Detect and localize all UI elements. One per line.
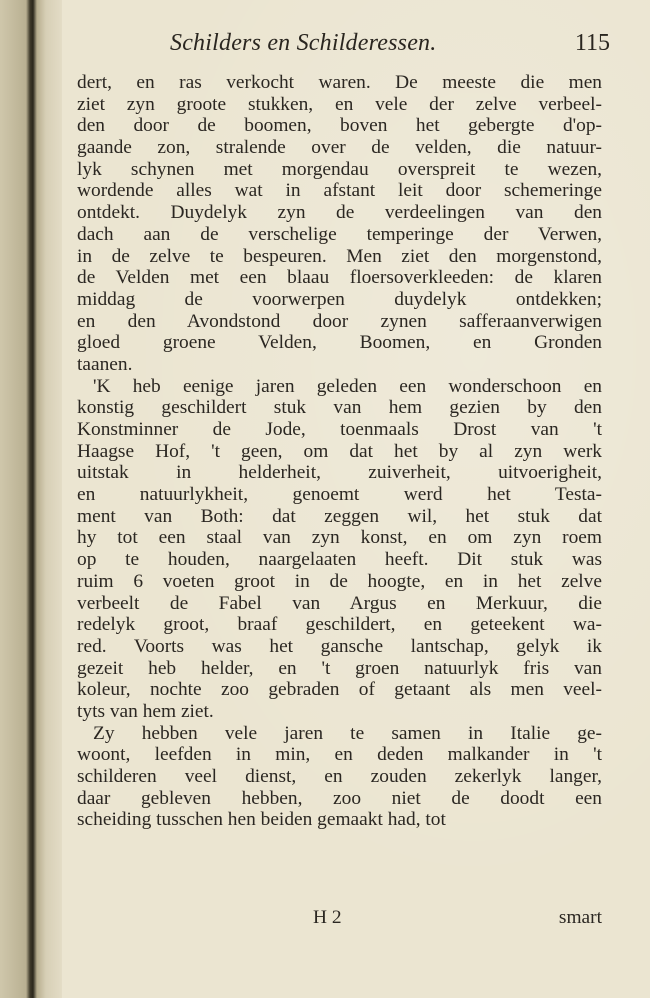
text-line: in de zelve te bespeuren. Men ziet den morgenstond, bbox=[77, 245, 602, 267]
text-line: den door de boomen, boven het gebergte d'op- bbox=[77, 115, 602, 137]
page-header bbox=[170, 30, 610, 66]
text-line: daar gebleven hebben, zoo niet de doodt een bbox=[77, 787, 602, 809]
text-line: gezeit heb helder, en 't groen natuurlyk fris van bbox=[77, 657, 602, 679]
text-line: scheiding tusschen hen beiden gemaakt had, tot bbox=[77, 809, 446, 831]
text-line: 'K heb eenige jaren geleden een wonderschoon en bbox=[93, 375, 602, 397]
body-text bbox=[77, 72, 602, 831]
text-line: en natuurlykheit, genoemt werd het Testa- bbox=[77, 484, 602, 506]
page-footer bbox=[77, 907, 602, 931]
text-line: uitstak in helderheit, zuiverheit, uitvoerigheit, bbox=[77, 462, 602, 484]
text-line: woont, leefden in min, en deden malkander in 't bbox=[77, 744, 602, 766]
text-line: gloed groene Velden, Boomen, en Gronden bbox=[77, 332, 602, 354]
book-page bbox=[62, 0, 650, 998]
text-line: wordende alles wat in afstant leit door schemeringe bbox=[77, 180, 602, 202]
text-line: dach aan de verschelige temperinge der Verwen, bbox=[77, 223, 602, 245]
text-line: Konstminner de Jode, toenmaals Drost van 't bbox=[77, 419, 602, 440]
text-line: taanen. bbox=[77, 353, 133, 375]
text-line: ruim 6 voeten groot in de hoogte, en in het zelve bbox=[77, 570, 602, 592]
book-gutter bbox=[0, 0, 62, 998]
text-line: dert, en ras verkocht waren. De meeste die men bbox=[77, 72, 602, 93]
text-line: lyk schynen met morgendau overspreit te wezen, bbox=[77, 158, 602, 180]
text-line: middag de voorwerpen duydelyk ontdekken; bbox=[77, 288, 602, 310]
catchword: smart bbox=[558, 907, 602, 928]
text-line: ziet zyn groote stukken, en vele der zelve verbeel- bbox=[77, 93, 602, 115]
text-line: Haagse Hof, 't geen, om dat het by al zyn werk bbox=[77, 440, 602, 462]
text-line: redelyk groot, braaf geschildert, en geteekent wa- bbox=[77, 614, 602, 636]
text-line: op te houden, naargelaaten heeft. Dit stuk was bbox=[77, 549, 602, 571]
text-line: koleur, nochte zoo gebraden of getaant als men veel- bbox=[77, 679, 602, 701]
text-line: hy tot een staal van zyn konst, en om zyn roem bbox=[77, 527, 602, 549]
running-title: Schilders en Schilderessen. bbox=[170, 30, 437, 56]
signature-mark: H 2 bbox=[313, 907, 342, 928]
page-number: 115 bbox=[574, 30, 610, 56]
text-line: gaande zon, stralende over de velden, die natuur- bbox=[77, 137, 602, 159]
text-line: red. Voorts was het gansche lantschap, gelyk ik bbox=[77, 635, 602, 657]
text-line: en den Avondstond door zynen safferaanverwigen bbox=[77, 310, 602, 332]
text-line: ontdekt. Duydelyk zyn de verdeelingen van den bbox=[77, 202, 602, 224]
text-line: schilderen veel dienst, en zouden zekerlyk langer, bbox=[77, 766, 602, 787]
text-line: Zy hebben vele jaren te samen in Italie ge- bbox=[93, 722, 602, 744]
text-line: tyts van hem ziet. bbox=[77, 700, 214, 722]
text-line: ment van Both: dat zeggen wil, het stuk dat bbox=[77, 505, 602, 527]
text-line: konstig geschildert stuk van hem gezien by den bbox=[77, 397, 602, 419]
text-line: verbeelt de Fabel van Argus en Merkuur, die bbox=[77, 592, 602, 614]
text-line: de Velden met een blaau floersoverkleeden: de klaren bbox=[77, 267, 602, 289]
